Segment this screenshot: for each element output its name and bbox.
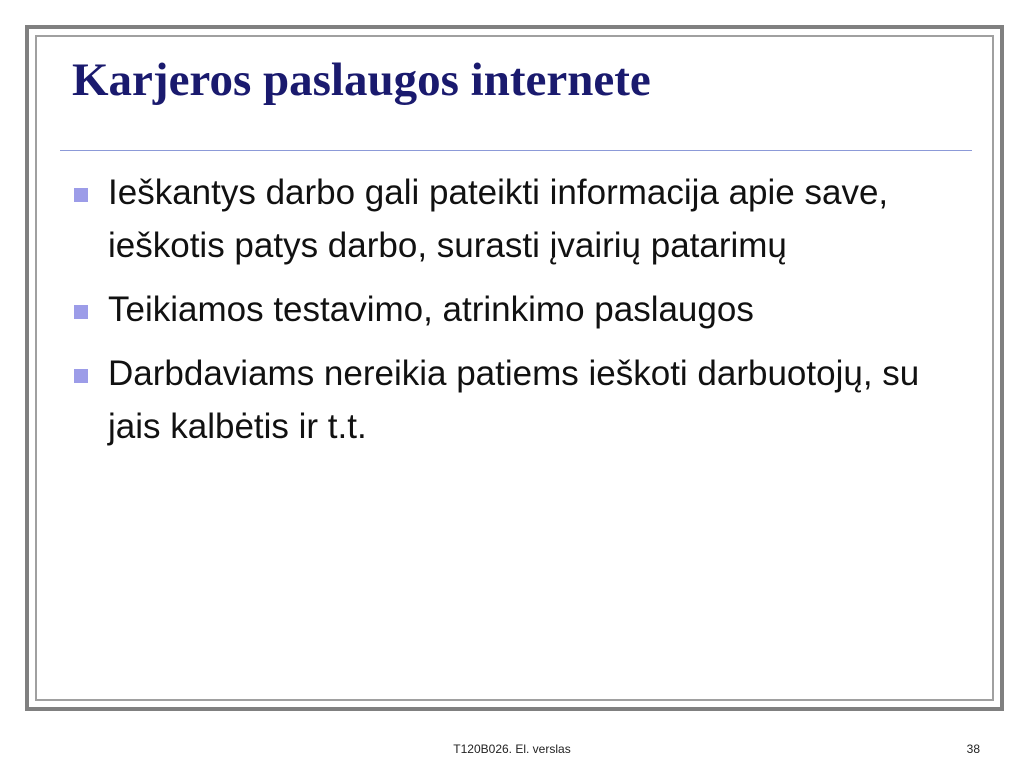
bullet-text: Teikiamos testavimo, atrinkimo paslaugos <box>108 290 754 329</box>
bullet-text: Ieškantys darbo gali pateikti informacija apie save, ieškotis patys darbo, surasti įvairių patarimų <box>108 173 889 265</box>
footer-page-number: 38 <box>966 742 980 756</box>
bullet-item <box>72 166 932 272</box>
bullet-item <box>72 347 932 453</box>
square-bullet-icon <box>74 369 88 383</box>
bullet-text: Darbdaviams nereikia patiems ieškoti darbuotojų, su jais kalbėtis ir t.t. <box>108 354 920 446</box>
title-divider <box>60 150 972 151</box>
slide-title: Karjeros paslaugos internete <box>72 54 651 106</box>
square-bullet-icon <box>74 305 88 319</box>
bullet-item <box>72 283 932 336</box>
bullet-list <box>72 166 932 464</box>
square-bullet-icon <box>74 188 88 202</box>
footer-course-label: T120B026. El. verslas <box>453 742 571 756</box>
